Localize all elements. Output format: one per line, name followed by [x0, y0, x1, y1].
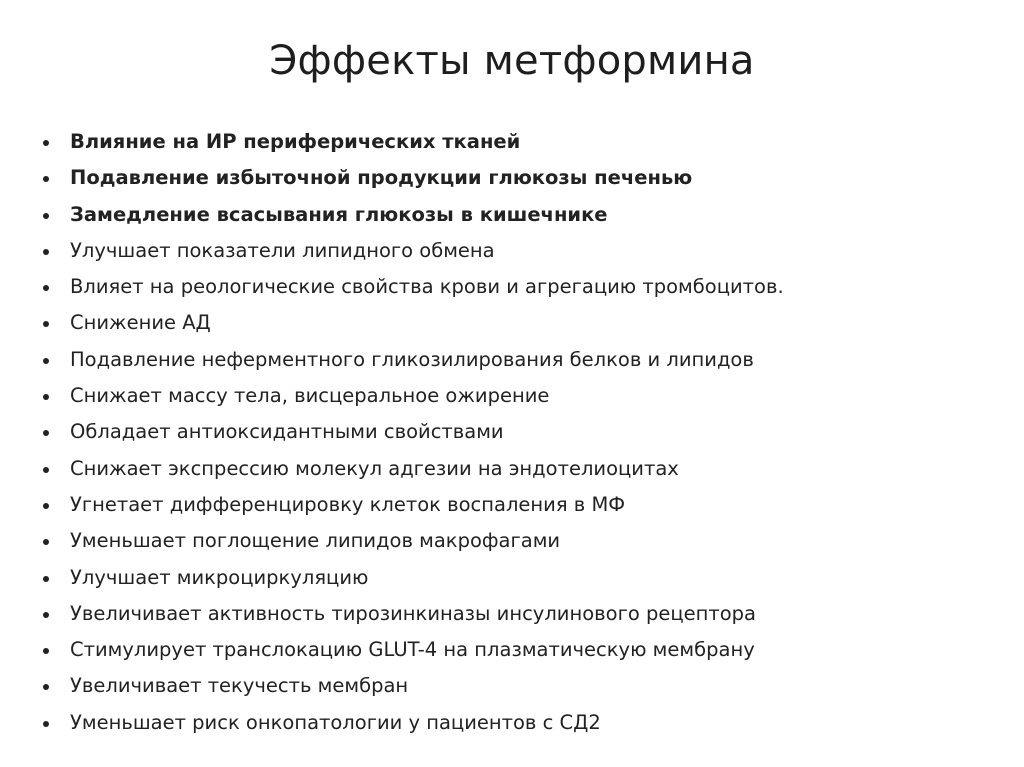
- list-item-text: Обладает антиоксидантными свойствами: [70, 420, 504, 444]
- list-item-text: Улучшает показатели липидного обмена: [70, 238, 495, 262]
- list-item-text: Угнетает дифференцировку клеток воспаления в МФ: [70, 492, 626, 516]
- list-item-text: Улучшает микроциркуляцию: [70, 565, 369, 589]
- list-item-text: Влияние на ИР периферических тканей: [70, 130, 521, 153]
- list-item-text: Подавление неферментного гликозилирования белков и липидов: [70, 347, 754, 371]
- bullet-dot-icon: [43, 576, 49, 582]
- list-item-text: Уменьшает поглощение липидов макрофагами: [70, 529, 561, 553]
- list-item-text: Замедление всасывания глюкозы в кишечнике: [70, 202, 608, 226]
- bullet-dot-icon: [43, 721, 49, 727]
- bullet-dot-icon: [43, 140, 49, 146]
- bullet-dot-icon: [43, 539, 49, 545]
- bullet-dot-icon: [43, 358, 49, 364]
- list-item-text: Снижает экспрессию молекул адгезии на эндотелиоцитах: [70, 456, 679, 480]
- bullet-dot-icon: [43, 249, 49, 255]
- bullet-dot-icon: [43, 394, 49, 400]
- bullet-dot-icon: [43, 321, 49, 327]
- list-item-text: Влияет на реологические свойства крови и агрегацию тромбоцитов.: [70, 275, 784, 299]
- list-item-text: Увеличивает активность тирозинкиназы инсулинового рецептора: [70, 601, 756, 625]
- bullet-dot-icon: [43, 612, 49, 618]
- list-item-text: Снижение АД: [70, 311, 211, 335]
- bullet-dot-icon: [43, 430, 49, 436]
- bullet-dot-icon: [43, 503, 49, 509]
- list-item-text: Подавление избыточной продукции глюкозы печенью: [70, 166, 693, 190]
- bullet-dot-icon: [43, 684, 49, 690]
- bullet-dot-icon: [43, 648, 49, 654]
- slide-title: Эффекты метформина: [269, 38, 755, 84]
- list-item-text: Увеличивает текучесть мембран: [70, 674, 409, 698]
- list-item-text: Уменьшает риск онкопатологии у пациентов с СД2: [70, 710, 601, 734]
- bullet-dot-icon: [43, 213, 49, 219]
- bullet-dot-icon: [43, 467, 49, 473]
- bullet-dot-icon: [43, 176, 49, 182]
- list-item-text: Стимулирует транслокацию GLUT-4 на плазматическую мембрану: [70, 638, 755, 662]
- bullet-dot-icon: [43, 285, 49, 291]
- list-item-text: Снижает массу тела, висцеральное ожирение: [70, 384, 550, 408]
